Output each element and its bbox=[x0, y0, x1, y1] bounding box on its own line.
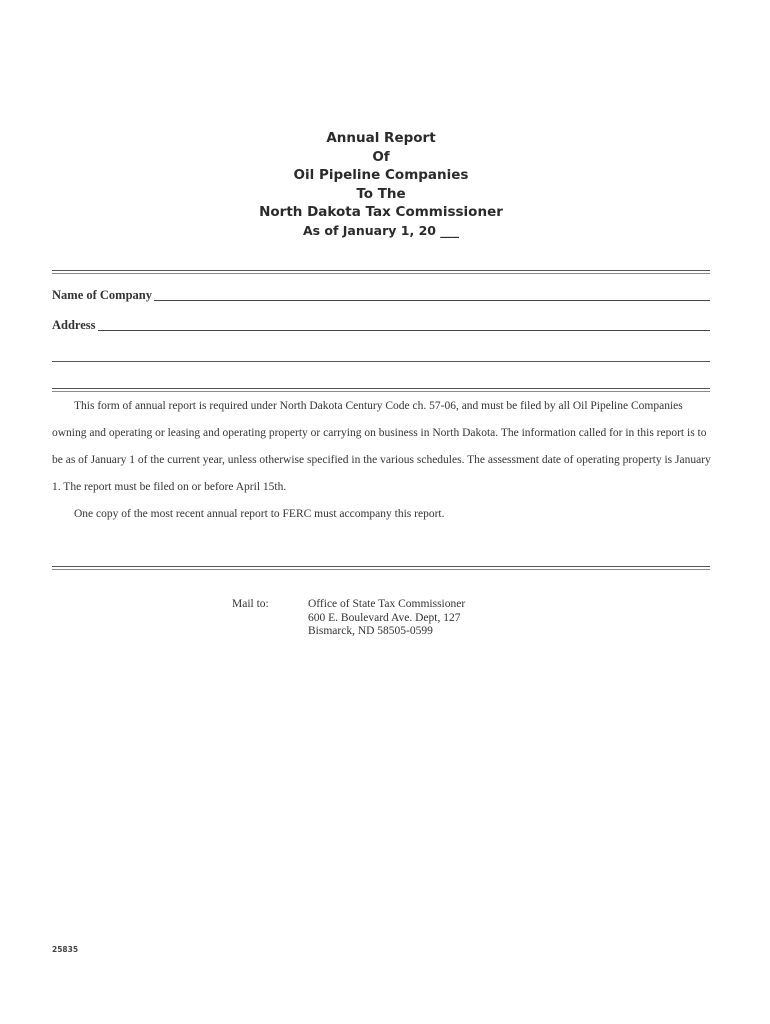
middle-divider bbox=[52, 388, 710, 392]
address-label: Address bbox=[52, 318, 96, 332]
instructions-paragraph: This form of annual report is required under North Dakota Century Code ch. 57-06, and must be filed by all Oil Pipeline Companies owning and operating or leasing and operating property or carrying on business in North Dakota. The information called for in this report is to be as of January 1 of the current year, unless otherwise specified in the various schedules. The assessment date of operating property is January 1. The report must be filed on or before April 15th. bbox=[52, 400, 711, 493]
title-line-to-the: To The bbox=[356, 185, 406, 202]
address-field[interactable] bbox=[52, 318, 710, 333]
title-line-annual-report: Annual Report bbox=[326, 130, 436, 146]
mailing-address bbox=[232, 598, 465, 639]
mail-to-label: Mail to: bbox=[232, 598, 269, 610]
address-line[interactable] bbox=[98, 318, 710, 331]
mail-street: 600 E. Boulevard Ave. Dept, 127 bbox=[308, 611, 461, 624]
company-name-label: Name of Company bbox=[52, 288, 152, 302]
mail-city: Bismarck, ND 58505-0599 bbox=[308, 625, 433, 637]
mail-office: Office of State Tax Commissioner bbox=[308, 598, 466, 610]
company-name-field[interactable] bbox=[52, 288, 710, 303]
ferc-paragraph: One copy of the most recent annual report to FERC must accompany this report. bbox=[74, 508, 445, 520]
as-of-date: As of January 1, 20 ___ bbox=[302, 222, 460, 238]
form-number: 25835 bbox=[52, 945, 79, 954]
title-line-commissioner: North Dakota Tax Commissioner bbox=[259, 204, 503, 220]
bottom-divider bbox=[52, 566, 710, 570]
instructions-text bbox=[52, 393, 714, 528]
company-name-line[interactable] bbox=[154, 288, 710, 301]
top-divider bbox=[52, 270, 710, 274]
title-line-of: Of bbox=[372, 148, 390, 165]
title-line-company-type: Oil Pipeline Companies bbox=[293, 167, 469, 183]
address-line-2[interactable] bbox=[52, 361, 710, 362]
report-title bbox=[0, 129, 762, 240]
